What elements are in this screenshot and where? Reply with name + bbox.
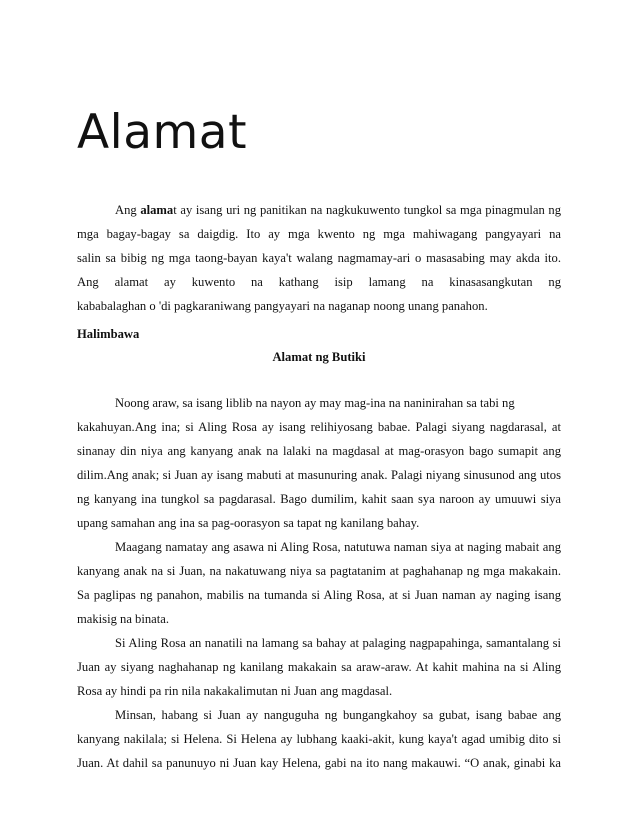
story-line: Sa paglipas ng panahon, mabilis na tumanda si Aling Rosa, at si Juan naman ay naging isang bbox=[77, 588, 561, 602]
page-title: Alamat bbox=[77, 105, 248, 160]
story-line: makisig na binata. bbox=[77, 612, 169, 626]
story-line: ng kanyang ina tungkol sa pagdarasal. Bago dumilim, kahit saan sya naroon ay umuuwi siya bbox=[77, 492, 561, 506]
story-title: Alamat ng Butiki bbox=[272, 350, 366, 364]
intro-line-rest: t ay isang uri ng panitikan na nagkukuwento tungkol sa mga pinagmulan ng bbox=[173, 203, 561, 217]
story-line: Si Aling Rosa an nanatili na lamang sa bahay at palaging nagpapahinga, samantalang si bbox=[115, 636, 561, 650]
intro-line: salin sa bibig ng mga taong-bayan kaya't walang nagmamay-ari o masasabing may akda ito. bbox=[77, 251, 561, 265]
intro-line-start: Ang bbox=[115, 203, 141, 217]
story-line: kanyang anak na si Juan, na nakatuwang niya sa pagtatanim at paghahanap ng mga makakain. bbox=[77, 564, 561, 578]
story-line: Noong araw, sa isang liblib na nayon ay may mag-ina na naninirahan sa tabi ng bbox=[115, 396, 515, 410]
story-line: sinanay din niya ang kanyang anak na lalaki na magdasal at mag-orasyon bago sumapit ang bbox=[77, 444, 561, 458]
story-line: Minsan, habang si Juan ay nanguguha ng bungangkahoy sa gubat, isang babae ang bbox=[115, 708, 561, 722]
intro-paragraph bbox=[77, 198, 561, 318]
story-line: Maagang namatay ang asawa ni Aling Rosa, natutuwa naman siya at naging mabait ang bbox=[115, 540, 561, 554]
intro-line: Ang alamat ay kuwento na kathang isip lamang na kinasasangkutan ng bbox=[77, 275, 561, 289]
story-line: Rosa ay hindi pa rin nila nakakalimutan ni Juan ang magdasal. bbox=[77, 684, 393, 698]
story-line: kanyang nakilala; si Helena. Si Helena ay lubhang kaaki-akit, kung kaya't agad umibig dito si bbox=[77, 732, 561, 746]
story-line: kakahuyan.Ang ina; si Aling Rosa ay isang relihiyosang babae. Palagi siyang nagdarasal, at bbox=[77, 420, 561, 434]
keyword-alamat: alama bbox=[140, 203, 174, 217]
story-line: Juan ay siyang naghahanap ng kanilang makakain sa araw-araw. At kahit mahina na si Aling bbox=[77, 660, 561, 674]
intro-line: kababalaghan o 'di pagkaraniwang pangyayari na naganap noong unang panahon. bbox=[77, 299, 488, 313]
story-line: upang samahan ang ina sa pag-oorasyon sa tapat ng kanilang bahay. bbox=[77, 516, 420, 530]
intro-line: mga bagay-bagay sa daigdig. Ito ay mga kwento ng mga mahiwagang pangyayari na bbox=[77, 227, 561, 241]
intro-line bbox=[77, 198, 561, 222]
story-line: Juan. At dahil sa panunuyo ni Juan kay Helena, gabi na ito nang makauwi. “O anak, ginabi ka bbox=[77, 756, 561, 770]
story-line: dilim.Ang anak; si Juan ay isang mabuti at masunuring anak. Palagi niyang sinusunod ang utos bbox=[77, 468, 561, 482]
example-heading: Halimbawa bbox=[77, 327, 140, 341]
story-body bbox=[77, 391, 561, 775]
